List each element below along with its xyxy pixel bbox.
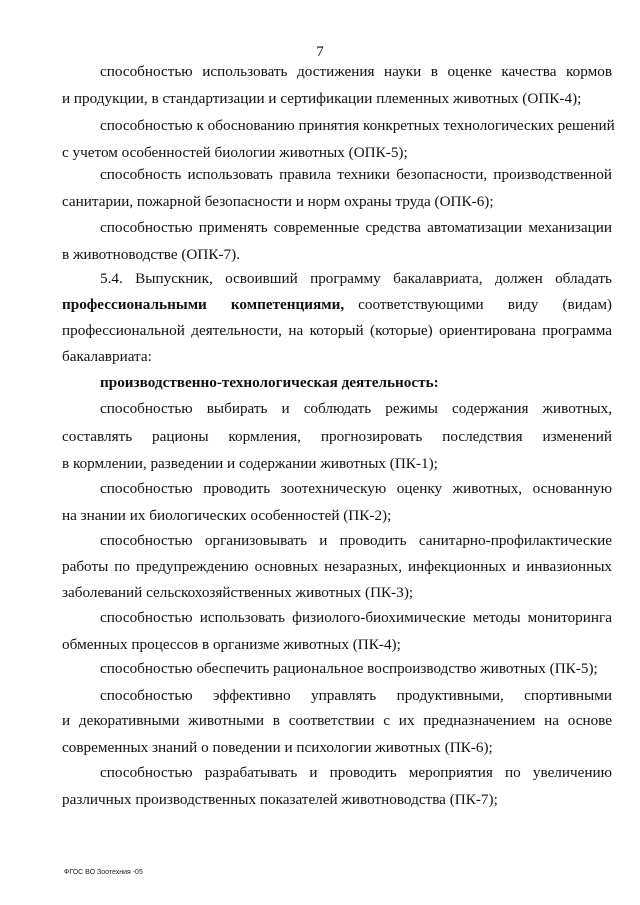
- text-line: способностью использовать физиолого-биохимические методы мониторинга: [100, 609, 612, 626]
- section-heading: производственно-технологическая деятельность:: [100, 374, 439, 391]
- footer: ФГОС ВО Зоотехния -05: [64, 869, 143, 876]
- text-line: способностью организовывать и проводить санитарно-профилактические: [100, 532, 612, 549]
- text-line: на знании их биологических особенностей (ПК-2);: [62, 507, 392, 524]
- line-rest: соответствующими виду (видам): [358, 296, 612, 313]
- text-line: заболеваний сельскохозяйственных животных (ПК-3);: [62, 584, 414, 601]
- text-line: обменных процессов в организме животных (ПК-4);: [62, 636, 401, 653]
- text-line: с учетом особенностей биологии животных (ОПК-5);: [62, 144, 408, 161]
- text-line: работы по предупреждению основных незаразных, инфекционных и инвазионных: [62, 558, 612, 575]
- text-line: и продукции, в стандартизации и сертификации племенных животных (ОПК-4);: [62, 90, 582, 107]
- text-line: способностью эффективно управлять продуктивными, спортивными: [100, 687, 612, 704]
- text-line: способностью применять современные средства автоматизации механизации: [100, 219, 612, 236]
- text-line: способностью обеспечить рациональное воспроизводство животных (ПК-5);: [100, 660, 598, 677]
- text-line: и декоративными животными в соответствии с их предназначением на основе: [62, 712, 612, 729]
- text-line: профессиональной деятельности, на который (которые) ориентирована программа: [62, 322, 612, 339]
- text-line: в животноводстве (ОПК-7).: [62, 246, 240, 263]
- text-line: в кормлении, разведении и содержании животных (ПК-1);: [62, 455, 438, 472]
- text-line: составлять рационы кормления, прогнозировать последствия изменений: [62, 428, 612, 445]
- bold-term: профессиональными компетенциями,: [62, 296, 345, 313]
- text-line: способностью выбирать и соблюдать режимы содержания животных,: [100, 400, 612, 417]
- text-line: современных знаний о поведении и психологии животных (ПК-6);: [62, 739, 493, 756]
- text-line: бакалавриата:: [62, 348, 152, 365]
- text-line: способностью к обоснованию принятия конкретных технологических решений: [100, 117, 615, 134]
- text-line: способностью разрабатывать и проводить мероприятия по увеличению: [100, 764, 612, 781]
- text-line: способность использовать правила техники безопасности, производственной: [100, 166, 612, 183]
- text-line: способностью использовать достижения науки в оценке качества кормов: [100, 63, 612, 80]
- text-line: санитарии, пожарной безопасности и норм охраны труда (ОПК-6);: [62, 193, 494, 210]
- text-line: способностью проводить зоотехническую оценку животных, основанную: [100, 480, 612, 497]
- text-line: различных производственных показателей животноводства (ПК-7);: [62, 791, 498, 808]
- text-line-mixed: [62, 296, 612, 314]
- text-line: 5.4. Выпускник, освоивший программу бакалавриата, должен обладать: [100, 270, 612, 287]
- page-number: 7: [316, 44, 324, 60]
